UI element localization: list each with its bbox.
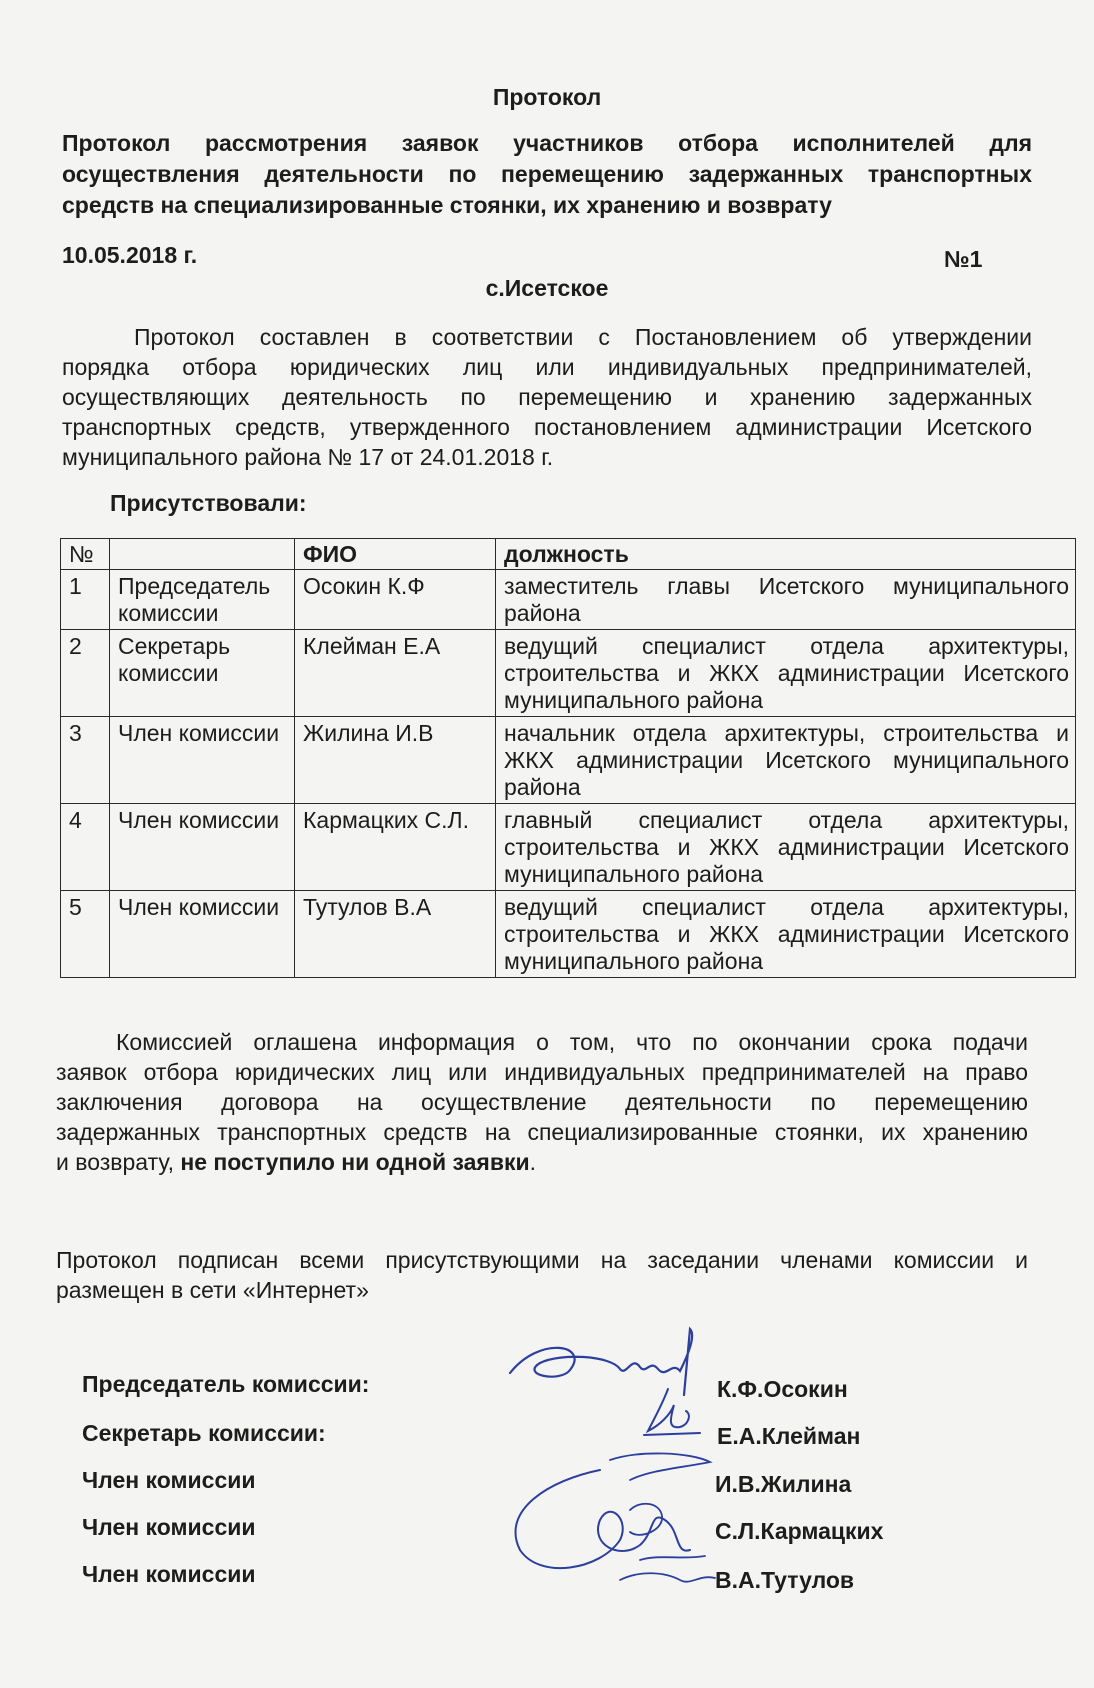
result-line-last (56, 1147, 1028, 1177)
cell-role: Председатель комиссии (110, 570, 295, 630)
document-title: Протокол (492, 84, 602, 110)
sig-role-secretary: Секретарь комиссии: (82, 1420, 326, 1446)
cell-position: начальник отдела архитектуры, строительства и ЖКХ администрации Исетского муниципального района (496, 717, 1076, 804)
intro-line: Протокол составлен в соответствии с Постановлением об утверждении (134, 324, 1032, 350)
cell-num: 5 (61, 891, 110, 978)
result-paragraph (56, 1027, 1028, 1177)
cell-name: Осокин К.Ф (295, 570, 496, 630)
table-row (61, 804, 1076, 891)
table-row (61, 891, 1076, 978)
result-line: Комиссией оглашена информация о том, что по окончании срока подачи (116, 1029, 1028, 1055)
cell-num: 1 (61, 570, 110, 630)
sig-name-secretary: Е.А.Клейман (717, 1423, 861, 1449)
col-header-role (110, 539, 295, 570)
table-header-row (61, 539, 1076, 570)
result-line: заключения договора на осуществление деятельности по перемещению (56, 1089, 1028, 1115)
closing-line: размещен в сети «Интернет» (56, 1277, 369, 1303)
result-suffix: . (529, 1149, 537, 1175)
document-number: №1 (944, 246, 983, 272)
sig-name-member-1: И.В.Жилина (715, 1471, 852, 1497)
intro-line: порядка отбора юридических лиц или индивидуальных предпринимателей, (62, 354, 1032, 380)
result-prefix: и возврату, (56, 1149, 181, 1175)
intro-line: муниципального района № 17 от 24.01.2018 г. (62, 444, 554, 470)
sig-name-chair: К.Ф.Осокин (717, 1376, 848, 1402)
cell-name: Клейман Е.А (295, 630, 496, 717)
cell-position: главный специалист отдела архитектуры, строительства и ЖКХ администрации Исетского муниципального района (496, 804, 1076, 891)
result-line: заявок отбора юридических лиц или индивидуальных предпринимателей на право (56, 1059, 1028, 1085)
cell-name: Тутулов В.А (295, 891, 496, 978)
col-header-name: ФИО (295, 539, 496, 570)
table-row (61, 630, 1076, 717)
signature-secretary (640, 1385, 710, 1440)
result-no-applications: не поступило ни одной заявки (180, 1149, 530, 1175)
intro-paragraph (62, 322, 1032, 472)
document-place: с.Исетское (485, 275, 609, 301)
members-table (60, 538, 1076, 978)
sig-role-member-1: Член комиссии (82, 1467, 256, 1493)
sig-role-member-3: Член комиссии (82, 1561, 256, 1587)
signature-members (490, 1450, 730, 1600)
intro-line: транспортных средств, утвержденного постановлением администрации Исетского (62, 414, 1032, 440)
table-row (61, 717, 1076, 804)
cell-role: Секретарь комиссии (110, 630, 295, 717)
sig-role-chair: Председатель комиссии: (82, 1371, 370, 1397)
sig-name-member-2: С.Л.Кармацких (715, 1518, 884, 1544)
closing-paragraph (56, 1245, 1028, 1305)
cell-name: Жилина И.В (295, 717, 496, 804)
sig-name-member-3: В.А.Тутулов (715, 1567, 855, 1593)
cell-num: 4 (61, 804, 110, 891)
cell-role: Член комиссии (110, 891, 295, 978)
result-line: задержанных транспортных средств на специализированные стоянки, их хранению (56, 1119, 1028, 1145)
table-row (61, 570, 1076, 630)
cell-role: Член комиссии (110, 804, 295, 891)
intro-line: осуществляющих деятельность по перемещению и хранению задержанных (62, 384, 1032, 410)
cell-role: Член комиссии (110, 717, 295, 804)
document-date: 10.05.2018 г. (62, 242, 198, 268)
sig-role-member-2: Член комиссии (82, 1514, 256, 1540)
closing-line: Протокол подписан всеми присутствующими на заседании членами комиссии и (56, 1247, 1028, 1273)
cell-num: 2 (61, 630, 110, 717)
col-header-num: № (61, 539, 110, 570)
col-header-position: должность (496, 539, 1076, 570)
document-heading: Протокол рассмотрения заявок участников отбора исполнителей для осуществления деятельности по перемещению задержанных транспортных средств на специализированные стоянки, их хранению и возврату (62, 130, 1032, 218)
cell-position: заместитель главы Исетского муниципального района (496, 570, 1076, 630)
cell-position: ведущий специалист отдела архитектуры, строительства и ЖКХ администрации Исетского муниципального района (496, 891, 1076, 978)
cell-position: ведущий специалист отдела архитектуры, строительства и ЖКХ администрации Исетского муниципального района (496, 630, 1076, 717)
cell-num: 3 (61, 717, 110, 804)
cell-name: Кармацких С.Л. (295, 804, 496, 891)
present-label: Присутствовали: (110, 490, 307, 516)
